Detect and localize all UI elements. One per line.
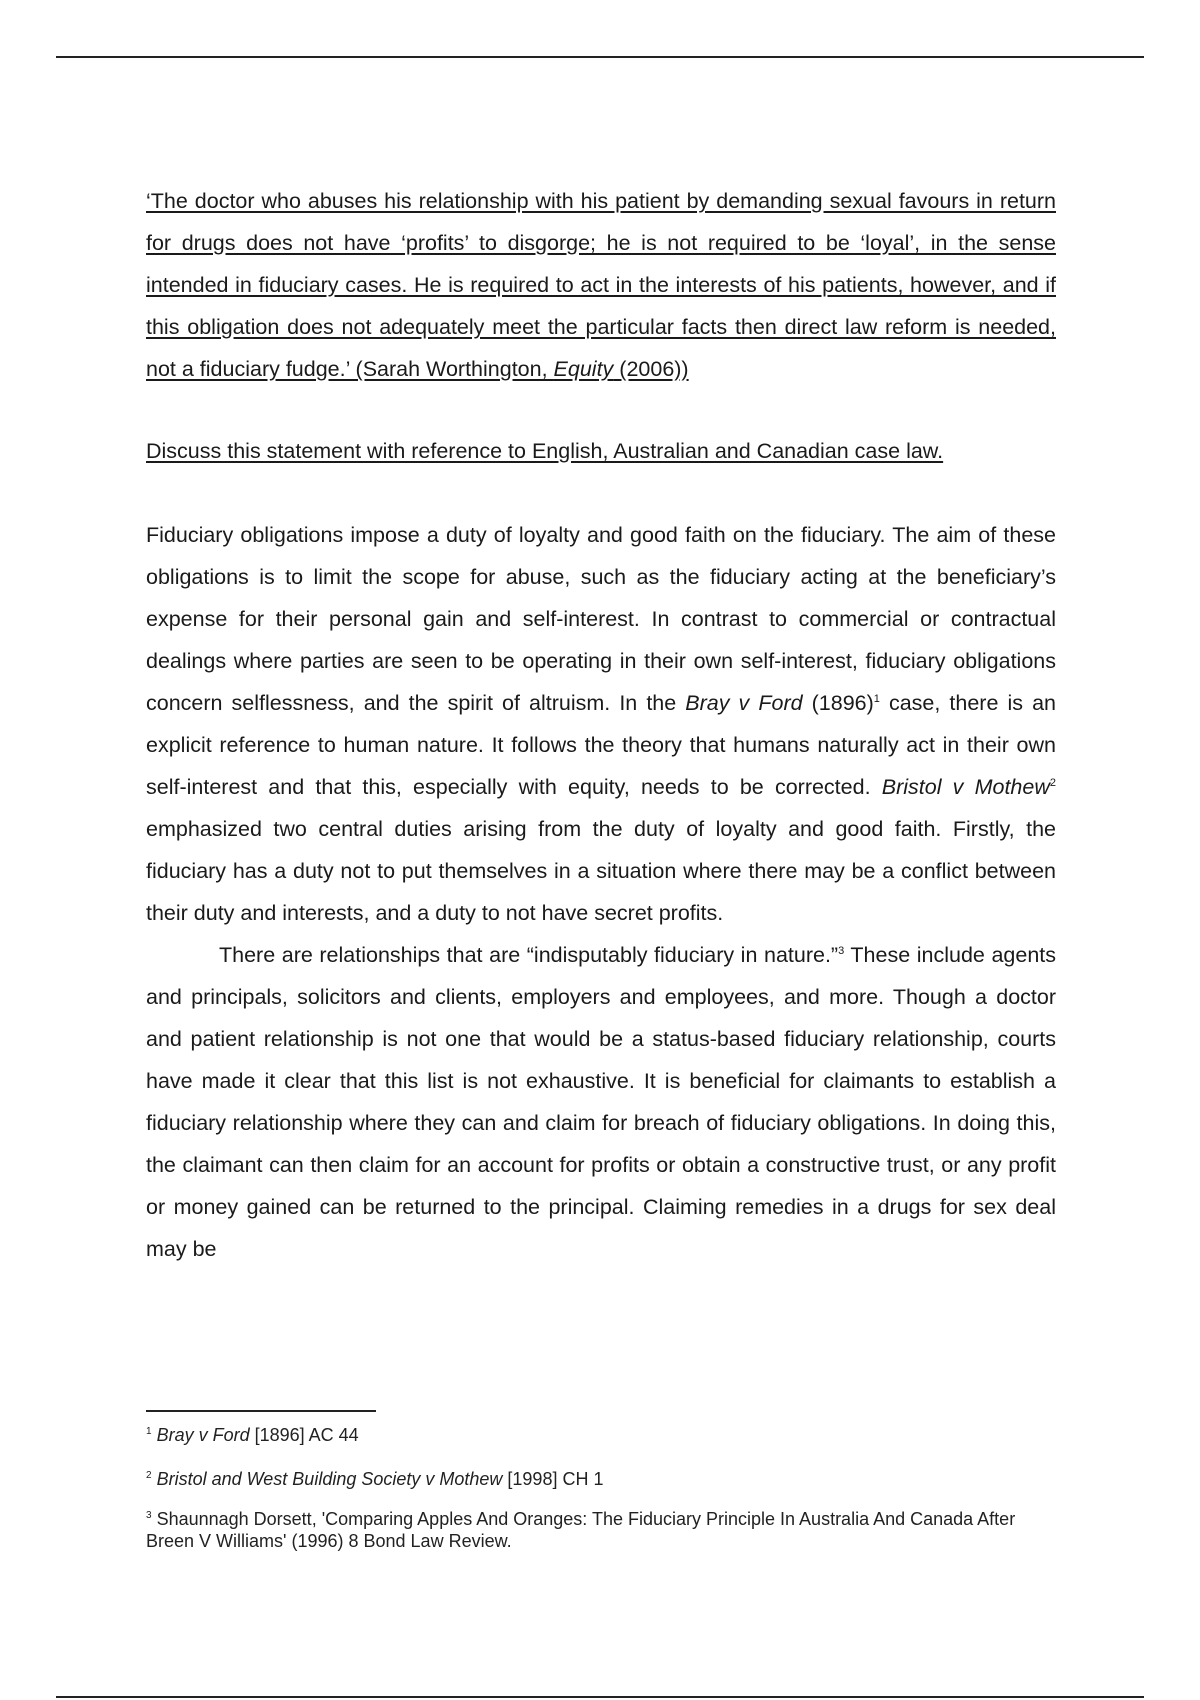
essay-task: Discuss this statement with reference to English, Australian and Canadian case law. (146, 439, 944, 463)
paragraph-1: Fiduciary obligations impose a duty of loyalty and good faith on the fiduciary. The aim of these obligations is to limit the scope for abuse, such as the fiduciary acting at the beneficiary’s expense for their personal gain and self-interest. In contrast to commercial or contractual dealings where parties are seen to be operating in their own self-interest, fiduciary obligations concern selflessness, and the spirit of altruism. In the Bray v Ford $(1896)^1$ case, there is an explicit reference to human nature. It follows the theory that humans naturally act in their own self-interest and that this, especially with equity, needs to be corrected. Bristol v Mothew$^2$ emphasized two central duties arising from the duty of loyalty and good faith. Firstly, the fiduciary has a duty not to put themselves in a situation where there may be a conflict between their duty and interests, and a duty to not have secret profits. (146, 523, 1056, 925)
footnote-1: $^1$ Bray v Ford [1896] AC 44 (146, 1425, 359, 1445)
footnote-2: $^2$ Bristol and West Building Society v Mothew [1998] CH 1 (146, 1469, 604, 1489)
footnote-ref[interactable]: 3 (838, 944, 845, 957)
essay-body (146, 180, 1056, 1270)
case-name: Bristol v Mothew (881, 775, 1050, 799)
footnote-ref[interactable]: 2 (1049, 776, 1056, 789)
footnote-ref[interactable]: 1 (873, 692, 880, 705)
paragraph-2: There are relationships that are “indisputably fiduciary in nature.”$^3$ These include agents and principals, solicitors and clients, employers and employees, and more. Though a doctor and patient relationship is not one that would be a status-based fiduciary relationship, courts have made it clear that this list is not exhaustive. It is beneficial for claimants to establish a fiduciary relationship where they can and claim for breach of fiduciary obligations. In doing this, the claimant can then claim for an account for profits or obtain a constructive trust, or any profit or money gained can be returned to the principal. Claiming remedies in a drugs for sex deal may be (146, 943, 1056, 1261)
book-title: Equity (553, 357, 614, 381)
essay-question: ‘The doctor who abuses his relationship with his patient by demanding sexual favours in return for drugs does not have ‘profits’ to disgorge; he is not required to be ‘loyal’, in the sense intended in fiduciary cases. He is required to act in the interests of his patients, however, and if this obligation does not adequately meet the particular facts then direct law reform is needed, not a fiduciary fudge.’ (Sarah Worthington, Equity (2006)) (146, 189, 1056, 381)
footnote-separator (146, 1410, 376, 1412)
footnotes (146, 1416, 1056, 1552)
header-rule (56, 56, 1144, 58)
footnote-3: $^3$ Shaunnagh Dorsett, 'Comparing Apples And Oranges: The Fiduciary Principle In Australia And Canada After Breen V Williams' (1996) 8 Bond Law Review. (146, 1509, 1016, 1551)
case-name: Bray v Ford (685, 691, 803, 715)
footer-rule (56, 1696, 1144, 1698)
